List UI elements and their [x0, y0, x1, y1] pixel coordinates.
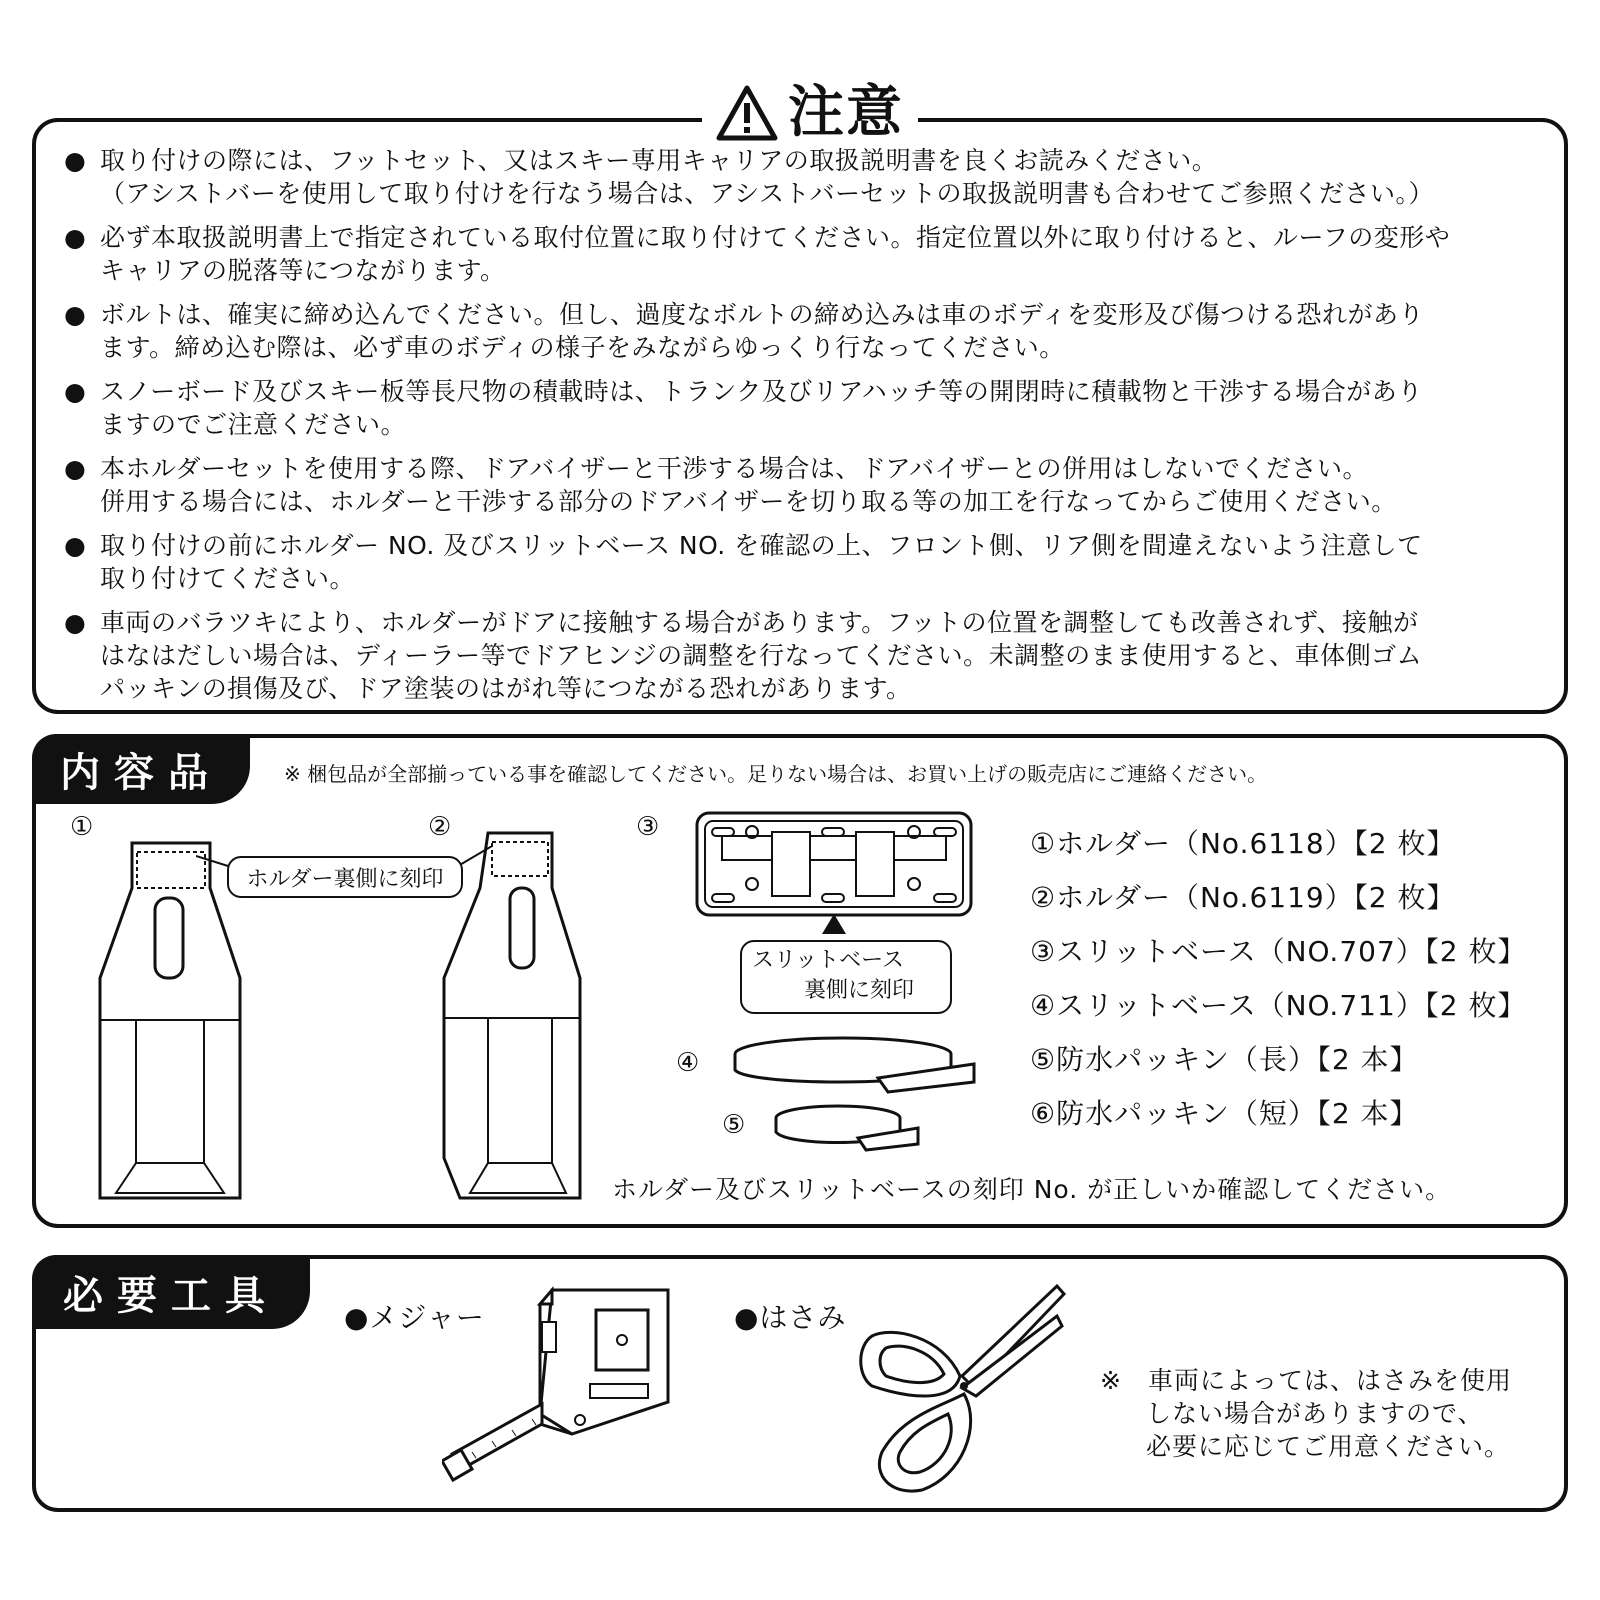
slit-callout-line: 裏側に刻印 — [804, 978, 915, 1003]
marker-4: ④ — [676, 1048, 700, 1078]
note-line: 併用する場合には、ホルダーと干渉する部分のドアバイザーを切り取る等の加工を行なってからご使用ください。 — [100, 487, 1397, 516]
tools-note-line: ※ 車両によっては、はさみを使用 — [1100, 1366, 1512, 1395]
slit-callout-line: スリットベース — [752, 948, 905, 973]
caution-note — [64, 529, 1534, 595]
slit-callout — [740, 940, 952, 1014]
note-line: 取り付けの前にホルダー NO. 及びスリットベース NO. を確認の上、フロント側、リア側を間違えないよう注意して — [100, 531, 1423, 560]
warning-triangle-icon — [716, 85, 778, 141]
note-line: スノーボード及びスキー板等長尺物の積載時は、トランク及びリアハッチ等の開閉時に積載物と干渉する場合があり — [100, 377, 1423, 406]
scissors-label: ●はさみ — [734, 1301, 847, 1334]
note-line: 本ホルダーセットを使用する際、ドアバイザーと干渉する場合は、ドアバイザーとの併用はしないでください。 — [100, 454, 1369, 483]
note-line: ボルトは、確実に締め込んでください。但し、過度なボルトの締め込みは車のボディを変形及び傷つける恐れがあり — [100, 300, 1425, 329]
bullet-icon: ● — [64, 146, 86, 175]
caution-title: 注意 — [788, 80, 904, 145]
tools-tab: 必要工具 — [32, 1255, 310, 1329]
marker-3: ③ — [636, 812, 660, 842]
check-note: ホルダー及びスリットベースの刻印 No. が正しいか確認してください。 — [612, 1175, 1452, 1204]
caution-note — [64, 606, 1534, 705]
marker-5: ⑤ — [722, 1110, 746, 1140]
packing-long-illustration — [728, 1030, 978, 1098]
bullet-icon: ● — [64, 300, 86, 329]
part-item: ①ホルダー（No.6118）【2 枚】 — [1030, 827, 1456, 860]
caution-note — [64, 298, 1534, 364]
part-item: ④スリットベース（NO.711）【2 枚】 — [1030, 989, 1527, 1022]
slit-base-illustration — [694, 810, 974, 934]
note-line: 必ず本取扱説明書上で指定されている取付位置に取り付けてください。指定位置以外に取り付けると、ルーフの変形や — [100, 223, 1451, 252]
caution-heading — [702, 82, 918, 144]
tools-note — [1100, 1364, 1512, 1463]
tools-note-line: しない場合がありますので、 — [1146, 1399, 1484, 1428]
bullet-icon: ● — [64, 531, 86, 560]
note-line: キャリアの脱落等につながります。 — [100, 256, 506, 285]
caution-note — [64, 375, 1534, 441]
caution-note — [64, 144, 1534, 210]
note-line: （アシストバーを使用して取り付けを行なう場合は、アシストバーセットの取扱説明書も合わせてご参照ください。） — [100, 179, 1435, 208]
note-line: パッキンの損傷及び、ドア塗装のはがれ等につながる恐れがあります。 — [100, 674, 912, 703]
part-item: ⑤防水パッキン（長）【2 本】 — [1030, 1043, 1419, 1076]
holder-callout: ホルダー裏側に刻印 — [227, 856, 463, 898]
bullet-icon: ● — [64, 608, 86, 637]
note-line: ますのでご注意ください。 — [100, 410, 407, 439]
holder-1-illustration — [92, 838, 252, 1208]
scissors-icon — [852, 1276, 1072, 1496]
caution-note — [64, 452, 1534, 518]
note-line: はなはだしい場合は、ディーラー等でドアヒンジの調整を行なってください。未調整のまま使用すると、車体側ゴム — [100, 641, 1423, 670]
tools-note-line: 必要に応じてご用意ください。 — [1146, 1432, 1511, 1461]
tape-measure-icon — [442, 1284, 682, 1484]
bullet-icon: ● — [64, 454, 86, 483]
marker-2: ② — [428, 812, 452, 842]
bullet-icon: ● — [64, 223, 86, 252]
measure-label: ●メジャー — [344, 1301, 485, 1334]
contents-note: ※ 梱包品が全部揃っている事を確認してください。足りない場合は、お買い上げの販売店にご連絡ください。 — [284, 762, 1268, 786]
part-item: ③スリットベース（NO.707）【2 枚】 — [1030, 935, 1527, 968]
caution-note — [64, 221, 1534, 287]
part-item: ②ホルダー（No.6119）【2 枚】 — [1030, 881, 1456, 914]
marker-1: ① — [70, 812, 94, 842]
caution-notes — [64, 144, 1534, 716]
note-line: 取り付けてください。 — [100, 564, 356, 593]
note-line: 車両のバラツキにより、ホルダーがドアに接触する場合があります。フットの位置を調整しても改善されず、接触が — [100, 608, 1419, 637]
contents-tab: 内容品 — [32, 734, 250, 804]
bullet-icon: ● — [64, 377, 86, 406]
part-item: ⑥防水パッキン（短）【2 本】 — [1030, 1097, 1419, 1130]
packing-short-illustration — [768, 1100, 928, 1154]
note-line: ます。締め込む際は、必ず車のボディの様子をみながらゆっくり行なってください。 — [100, 333, 1065, 362]
note-line: 取り付けの際には、フットセット、又はスキー専用キャリアの取扱説明書を良くお読みください。 — [100, 146, 1218, 175]
